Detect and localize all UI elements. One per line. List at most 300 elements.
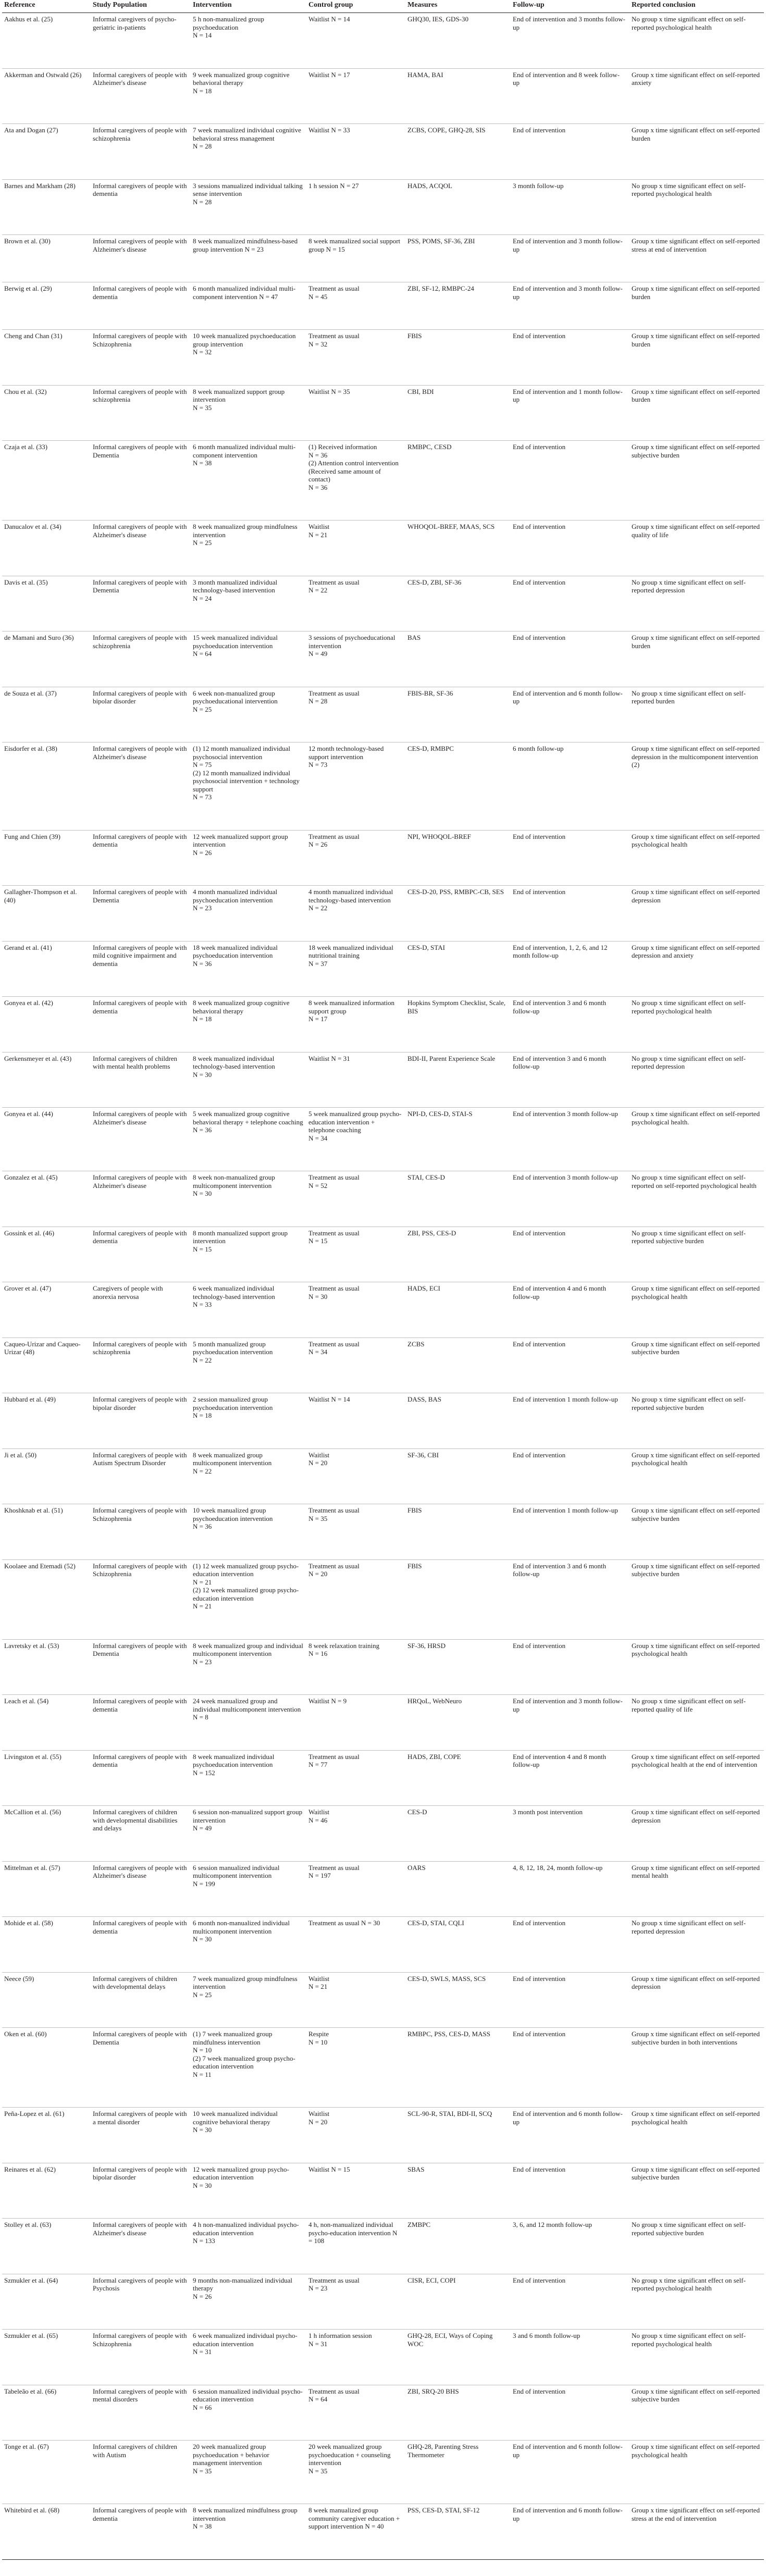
intervention-line: N = 30 [193, 2126, 212, 2134]
cell-follow-up: End of intervention 4 and 6 month follow-up [511, 1282, 629, 1338]
cell-follow-up: End of intervention [511, 1448, 629, 1504]
cell-reported-conclusion: Group x time significant effect on self-reported subjective burden [629, 1559, 764, 1639]
table-row [2, 1917, 764, 1973]
cell-intervention [191, 1504, 306, 1560]
table-row [2, 441, 764, 521]
cell-measures: SF-36, CBI [405, 1448, 511, 1504]
intervention-line: 6 week manualized individual technology-based intervention [193, 1284, 275, 1301]
reference-citation-link[interactable]: (64) [46, 2276, 58, 2284]
reference-citation-link[interactable]: (65) [46, 2332, 58, 2339]
cell-measures: BAS [405, 631, 511, 687]
reference-citation-link[interactable]: (52) [64, 1562, 76, 1570]
intervention-line: N = 30 [193, 1190, 212, 1197]
cell-reported-conclusion: Group x time significant effect on self-reported psychological health [629, 2441, 764, 2504]
intervention-line: N = 31 [193, 2348, 212, 2356]
reference-citation-link[interactable]: (44) [42, 1110, 53, 1118]
cell-follow-up: End of intervention 3 and 6 month follow-up [511, 997, 629, 1052]
control-line: N = 35 [308, 1514, 328, 1522]
reference-author: Reinares et al. [4, 2165, 45, 2173]
control-line: N = 31 [308, 2339, 328, 2348]
control-line: N = 10 [308, 2038, 328, 2046]
intervention-line: 8 week manualized individual psychoeducation intervention [193, 1752, 275, 1768]
cell-study-population: Informal caregivers of people with schizophrenia [91, 124, 191, 180]
cell-control-group [306, 941, 405, 997]
reference-citation-link[interactable]: (41) [41, 943, 52, 951]
cell-control-group [306, 1108, 405, 1171]
cell-follow-up: End of intervention and 6 month follow-up [511, 2441, 629, 2504]
reference-citation-link[interactable]: (33) [36, 443, 48, 451]
reference-citation-link[interactable]: (62) [44, 2165, 56, 2173]
cell-control-group [306, 742, 405, 831]
cell-reported-conclusion: Group x time significant effect on self-reported psychological health [629, 1448, 764, 1504]
control-line: (2) Attention control intervention (Received same amount of contact) [308, 459, 399, 483]
reference-citation-link[interactable]: (34) [50, 523, 61, 530]
cell-intervention [191, 1282, 306, 1338]
cell-reference [2, 830, 91, 886]
intervention-line: N = 11 [193, 2070, 212, 2078]
intervention-line: N = 22 [193, 1467, 212, 1475]
table-row [2, 2219, 764, 2274]
cell-control-group [306, 1393, 405, 1449]
intervention-line: 6 session non-manualized support group intervention [193, 1808, 303, 1824]
reference-citation-link[interactable]: (27) [46, 126, 58, 134]
control-line: Waitlist [308, 1808, 330, 1816]
cell-follow-up: End of intervention, 1, 2, 6, and 12 month follow-up [511, 941, 629, 997]
intervention-line: 10 week manualized individual cognitive behavioral therapy [193, 2110, 278, 2126]
reference-citation-link[interactable]: (46) [43, 1229, 55, 1237]
cell-follow-up: End of intervention [511, 1972, 629, 2028]
reference-citation-link[interactable]: (36) [62, 634, 74, 641]
control-line: Waitlist N = 9 [308, 1697, 347, 1705]
reference-citation-link[interactable]: (54) [37, 1697, 49, 1705]
intervention-line: N = 14 [193, 31, 212, 39]
cell-follow-up: End of intervention and 3 month follow-up [511, 282, 629, 330]
cell-follow-up: End of intervention [511, 124, 629, 180]
reference-author: Cheng and Chan [4, 332, 51, 340]
reference-citation-link[interactable]: (55) [50, 1752, 61, 1761]
cell-control-group [306, 2219, 405, 2274]
reference-citation-link[interactable]: (31) [51, 332, 63, 340]
cell-reported-conclusion: Group x time significant effect on self-reported psychological health. [629, 1108, 764, 1171]
cell-reference [2, 13, 91, 69]
intervention-line: N = 18 [193, 86, 212, 95]
control-line: N = 46 [308, 1816, 328, 1824]
intervention-line: N = 133 [193, 2237, 215, 2245]
reference-citation-link[interactable]: (66) [45, 2387, 57, 2395]
reference-citation-link[interactable]: (57) [48, 1863, 60, 1872]
reference-citation-link[interactable]: (49) [44, 1395, 56, 1403]
control-line: N = 35 [308, 2467, 328, 2475]
control-line: N = 52 [308, 1181, 328, 1190]
reference-citation-link[interactable]: (38) [46, 745, 57, 752]
intervention-line: 8 week manualized group and individual multicomponent intervention [193, 1641, 303, 1657]
cell-reported-conclusion: No group x time significant effect on self-reported subjective burden [629, 1393, 764, 1449]
reference-citation-link[interactable]: (67) [38, 2443, 49, 2450]
cell-reference [2, 1337, 91, 1393]
intervention-line: 8 week manualized individual technology-based intervention [193, 1054, 275, 1070]
cell-measures: RMBPC, PSS, CES-D, MASS [405, 2028, 511, 2108]
cell-measures: NPI-D, CES-D, STAI-S [405, 1108, 511, 1171]
reference-citation-link[interactable]: (50) [25, 1451, 37, 1459]
control-line: Treatment as usual [308, 1752, 360, 1761]
control-line: N = 20 [308, 1570, 328, 1578]
control-line: N = 73 [308, 761, 328, 769]
intervention-line: N = 23 [193, 1657, 212, 1666]
intervention-line: 5 week manualized group cognitive behavioral therapy + telephone coaching [193, 1110, 303, 1126]
intervention-line: N = 36 [193, 1522, 212, 1530]
reference-author: Lavretsky et al. [4, 1641, 48, 1650]
control-line: N = 77 [308, 1761, 328, 1768]
reference-citation-link[interactable]: (58) [42, 1919, 53, 1927]
control-line: Treatment as usual [308, 332, 360, 340]
control-line: N = 23 [308, 2284, 328, 2292]
cell-reported-conclusion: Group x time significant effect on self-reported subjective burden [629, 2163, 764, 2219]
reference-author: Eisdorfer et al. [4, 745, 46, 752]
intervention-line: 6 session manualized individual multicomponent intervention [193, 1863, 280, 1879]
cell-intervention [191, 1972, 306, 2028]
reference-citation-link[interactable]: (28) [64, 181, 76, 190]
cell-measures: FBIS-BR, SF-36 [405, 687, 511, 742]
intervention-line: N = 36 [193, 959, 212, 968]
reference-citation-link[interactable]: (51) [51, 1506, 63, 1514]
cell-reference [2, 742, 91, 831]
cell-control-group [306, 2108, 405, 2163]
table-row [2, 1052, 764, 1108]
cell-intervention [191, 941, 306, 997]
cell-study-population: Informal caregivers of children with developmental delays [91, 1972, 191, 2028]
reference-citation-link[interactable]: (42) [42, 999, 53, 1007]
table-row [2, 2163, 764, 2219]
reference-author: Mittelman et al. [4, 1863, 49, 1872]
cell-follow-up: End of intervention 4 and 8 month follow-up [511, 1750, 629, 1806]
table-row [2, 2028, 764, 2108]
control-line: Treatment as usual [308, 1340, 360, 1348]
intervention-line: 18 week manualized individual psychoeducation intervention [193, 943, 278, 959]
cell-reference [2, 687, 91, 742]
cell-measures: CES-D, RMBPC [405, 742, 511, 831]
reference-author: de Mamani and Suro [4, 634, 63, 641]
control-line: 8 week relaxation training [308, 1641, 380, 1650]
control-line: N = 20 [308, 2117, 328, 2126]
cell-follow-up: End of intervention 3 month follow-up [511, 1171, 629, 1227]
cell-reference [2, 1108, 91, 1171]
table-row [2, 2504, 764, 2560]
cell-study-population: Informal caregivers of people with Alzheimer's disease [91, 1861, 191, 1917]
reference-author: Chou et al. [4, 387, 35, 395]
cell-reference [2, 886, 91, 942]
intervention-line: N = 18 [193, 1411, 212, 1419]
control-line: Waitlist N = 15 [308, 2165, 350, 2173]
reference-author: Tabeleão et al. [4, 2387, 45, 2395]
intervention-line: N = 38 [193, 2522, 212, 2530]
cell-reported-conclusion: No group x time significant effect on self-reported depression [629, 1917, 764, 1973]
cell-follow-up: End of intervention 3 month follow-up [511, 1108, 629, 1171]
cell-follow-up: End of intervention and 8 week follow-up [511, 68, 629, 124]
cell-intervention [191, 1861, 306, 1917]
table-row [2, 1282, 764, 1338]
intervention-line: 15 week manualized individual psychoeducation intervention [193, 634, 278, 650]
cell-reference [2, 179, 91, 235]
cell-intervention [191, 1448, 306, 1504]
cell-reported-conclusion: No group x time significant effect on self-reported psychological health [629, 2274, 764, 2330]
cell-intervention [191, 687, 306, 742]
reference-author: Gerand et al. [4, 943, 41, 951]
cell-reported-conclusion: Group x time significant effect on self-reported mental health [629, 1861, 764, 1917]
reference-citation-link[interactable]: (47) [40, 1284, 52, 1292]
reference-author: Mohide et al. [4, 1919, 42, 1927]
cell-study-population: Informal caregivers of people with Alzheimer's disease [91, 1171, 191, 1227]
cell-intervention [191, 2504, 306, 2560]
intervention-line: (1) 12 month manualized individual psychosocial intervention [193, 745, 291, 761]
reference-author: de Souza et al. [4, 689, 46, 697]
reference-author: Oken et al. [4, 2030, 35, 2038]
reference-author: Caqueo-Urizar and Caqueo-Urizar [4, 1340, 81, 1356]
table-row [2, 1750, 764, 1806]
cell-study-population: Informal caregivers of children with mental health problems [91, 1052, 191, 1108]
control-line: Treatment as usual [308, 1284, 360, 1292]
cell-reference [2, 68, 91, 124]
reference-author: Koolaee and Etemadi [4, 1562, 65, 1570]
reference-citation-link[interactable]: (43) [60, 1054, 72, 1062]
header-measures: Measures [405, 0, 511, 13]
intervention-line: N = 30 [193, 1070, 212, 1079]
control-line: N = 15 [308, 1237, 328, 1245]
intervention-line: N = 25 [193, 1990, 212, 1999]
cell-reference [2, 2274, 91, 2330]
reference-citation-link[interactable]: (56) [50, 1808, 61, 1816]
reference-citation-link[interactable]: (26) [70, 70, 82, 79]
cell-study-population: Informal caregivers of people with dementia [91, 1695, 191, 1751]
intervention-line: 8 week manualized mindfulness group intervention [193, 2506, 298, 2522]
intervention-line: N = 38 [193, 459, 212, 467]
cell-study-population: Informal caregivers of people with Alzheimer's disease [91, 521, 191, 576]
table-row [2, 521, 764, 576]
control-line: N = 21 [308, 530, 328, 539]
reference-author: Aakhus et al. [4, 15, 42, 23]
cell-reference [2, 1559, 91, 1639]
intervention-line: 6 week manualized individual psycho-education intervention [193, 2332, 298, 2348]
cell-reference [2, 2108, 91, 2163]
cell-intervention [191, 385, 306, 441]
cell-reference [2, 1639, 91, 1695]
cell-control-group [306, 385, 405, 441]
control-line: N = 22 [308, 586, 328, 594]
reference-citation-link[interactable]: (39) [49, 832, 60, 840]
table-header [2, 0, 764, 13]
cell-reported-conclusion: Group x time significant effect on self-reported depression and anxiety [629, 941, 764, 997]
reference-author: Ji et al. [4, 1451, 26, 1459]
table-row [2, 1171, 764, 1227]
cell-intervention [191, 1227, 306, 1282]
intervention-line: (2) 7 week manualized group psycho-education intervention [193, 2054, 295, 2070]
intervention-line: 24 week manualized group and individual multicomponent intervention [193, 1697, 301, 1713]
intervention-line: 8 week manualized support group intervention [193, 387, 285, 403]
cell-follow-up: End of intervention [511, 2028, 629, 2108]
reference-citation-link[interactable]: (37) [45, 689, 57, 697]
cell-measures: ZBI, SRQ-20 BHS [405, 2385, 511, 2441]
cell-measures: GHQ30, IES, GDS-30 [405, 13, 511, 69]
cell-control-group [306, 441, 405, 521]
table-body [2, 13, 764, 2560]
cell-measures: SF-36, HRSD [405, 1639, 511, 1695]
intervention-line: N = 152 [193, 1768, 215, 1777]
reference-citation-link[interactable]: (59) [22, 1974, 34, 1983]
table-row [2, 235, 764, 282]
cell-intervention [191, 1639, 306, 1695]
cell-study-population: Informal caregivers of people with dementia [91, 830, 191, 886]
cell-reference [2, 1393, 91, 1449]
table-row [2, 742, 764, 831]
reference-citation-link[interactable]: (32) [35, 387, 47, 395]
reference-author: Gerkensmeyer et al. [4, 1054, 60, 1062]
table-row [2, 1393, 764, 1449]
reference-citation-link[interactable]: (40) [4, 896, 16, 904]
header-follow-up: Follow-up [511, 0, 629, 13]
intervention-line: 6 month manualized individual multi-component intervention [193, 443, 296, 459]
cell-reported-conclusion: Group x time significant effect on self-reported psychological health [629, 830, 764, 886]
intervention-line: 9 months non-manualized individual therapy [193, 2276, 292, 2292]
cell-measures: ZCBS, COPE, GHQ-28, SIS [405, 124, 511, 180]
cell-study-population: Informal caregivers of people with Alzheimer's disease [91, 68, 191, 124]
cell-follow-up: End of intervention [511, 521, 629, 576]
cell-study-population: Informal caregivers of people with Alzheimer's disease [91, 1108, 191, 1171]
table-row [2, 1559, 764, 1639]
reference-citation-link[interactable]: (25) [41, 15, 53, 23]
cell-reference [2, 282, 91, 330]
reference-citation-link[interactable]: (53) [47, 1641, 59, 1650]
cell-study-population: Informal caregivers of people with dementia [91, 179, 191, 235]
header-control-group: Control group [306, 0, 405, 13]
cell-study-population: Informal caregivers of people with dementia [91, 1227, 191, 1282]
cell-control-group [306, 2330, 405, 2385]
cell-control-group [306, 1806, 405, 1862]
cell-intervention [191, 235, 306, 282]
reference-citation-link[interactable]: (30) [39, 237, 51, 245]
intervention-line: N = 199 [193, 1879, 215, 1888]
reference-author: Szmukler et al. [4, 2332, 47, 2339]
cell-control-group [306, 13, 405, 69]
cell-reported-conclusion: Group x time significant effect on self-reported psychological health [629, 2108, 764, 2163]
cell-measures: PSS, CES-D, STAI, SF-12 [405, 2504, 511, 2560]
cell-measures: PSS, POMS, SF-36, ZBI [405, 235, 511, 282]
cell-control-group [306, 235, 405, 282]
cell-study-population: Informal caregivers of children with Autism [91, 2441, 191, 2504]
cell-intervention [191, 124, 306, 180]
cell-control-group [306, 1559, 405, 1639]
intervention-line: 9 week manualized group cognitive behavioral therapy [193, 70, 290, 86]
cell-measures: CISR, ECI, COPI [405, 2274, 511, 2330]
intervention-line: N = 32 [193, 348, 212, 356]
reference-citation-link[interactable]: (68) [48, 2506, 60, 2514]
cell-follow-up: End of intervention [511, 2163, 629, 2219]
table-row [2, 385, 764, 441]
cell-reported-conclusion: Group x time significant effect on self-reported burden [629, 385, 764, 441]
cell-follow-up: End of intervention [511, 441, 629, 521]
cell-study-population: Informal caregivers of people with Dementia [91, 1639, 191, 1695]
reference-citation-link[interactable]: (60) [35, 2030, 47, 2038]
cell-reported-conclusion: Group x time significant effect on self-reported depression [629, 886, 764, 942]
reference-author: Khoshknab et al. [4, 1506, 52, 1514]
control-line: 3 sessions of psychoeducational intervention [308, 634, 396, 650]
cell-follow-up: 4, 8, 12, 18, 24, month follow-up [511, 1861, 629, 1917]
cell-control-group [306, 68, 405, 124]
cell-measures: ZMBPC [405, 2219, 511, 2274]
cell-control-group [306, 1917, 405, 1973]
reference-author: Brown et al. [4, 237, 40, 245]
cell-control-group [306, 576, 405, 631]
cell-reported-conclusion: No group x time significant effect on self-reported on self-reported psychological health [629, 1171, 764, 1227]
cell-intervention [191, 1337, 306, 1393]
control-line: Treatment as usual [308, 1562, 360, 1570]
intervention-line: N = 26 [193, 2292, 212, 2300]
intervention-line: (2) 12 month manualized individual psychosocial intervention + technology support [193, 769, 300, 793]
reference-citation-link[interactable]: (61) [53, 2110, 65, 2117]
cell-reported-conclusion: Group x time significant effect on self-reported subjective burden in both interventions [629, 2028, 764, 2108]
cell-reference [2, 2441, 91, 2504]
intervention-line: 12 week manualized group psycho-education intervention [193, 2165, 289, 2181]
reference-citation-link[interactable]: (63) [40, 2221, 52, 2228]
cell-study-population: Informal caregivers of people with schizophrenia [91, 631, 191, 687]
reference-author: Gallagher-Thompson et al. [4, 888, 77, 896]
table-row [2, 2441, 764, 2504]
cell-intervention [191, 2274, 306, 2330]
intervention-line: 8 week manualized group mindfulness intervention [193, 523, 298, 539]
cell-study-population: Informal caregivers of people with schizophrenia [91, 385, 191, 441]
header-study-population: Study Population [91, 0, 191, 13]
cell-measures: HAMA, BAI [405, 68, 511, 124]
cell-reported-conclusion: Group x time significant effect on self-reported quality of life [629, 521, 764, 576]
cell-control-group [306, 2028, 405, 2108]
cell-intervention [191, 2028, 306, 2108]
cell-control-group [306, 521, 405, 576]
cell-reported-conclusion: Group x time significant effect on self-reported subjective burden [629, 2385, 764, 2441]
cell-follow-up: 3 and 6 month follow-up [511, 2330, 629, 2385]
cell-follow-up: End of intervention [511, 830, 629, 886]
cell-intervention [191, 13, 306, 69]
reference-citation-link[interactable]: (45) [46, 1173, 58, 1181]
cell-study-population: Informal caregivers of people with Schizophrenia [91, 330, 191, 386]
reference-author: Stolley et al. [4, 2221, 40, 2228]
reference-author: Gonyea et al. [4, 1110, 42, 1118]
cell-reported-conclusion: No group x time significant effect on self-reported psychological health [629, 997, 764, 1052]
cell-reference [2, 1504, 91, 1560]
cell-intervention [191, 1750, 306, 1806]
reference-citation-link[interactable]: (35) [36, 578, 48, 586]
intervention-line: 7 week manualized group mindfulness intervention [193, 1974, 298, 1990]
intervention-line: 12 week manualized support group intervention [193, 832, 288, 848]
cell-reported-conclusion: Group x time significant effect on self-reported anxiety [629, 68, 764, 124]
reference-citation-link[interactable]: (48) [23, 1348, 35, 1356]
intervention-line: 8 week manualized group multicomponent intervention [193, 1451, 272, 1467]
reference-citation-link[interactable]: (29) [41, 284, 52, 292]
intervention-line: 5 month manualized group psychoeducation intervention [193, 1340, 273, 1356]
cell-measures: STAI, CES-D [405, 1171, 511, 1227]
cell-intervention [191, 1917, 306, 1973]
cell-reported-conclusion: Group x time significant effect on self-reported depression in the multicomponent intervention (2) [629, 742, 764, 831]
control-line: N = 49 [308, 650, 328, 658]
cell-reference [2, 1171, 91, 1227]
cell-reference [2, 1917, 91, 1973]
cell-intervention [191, 631, 306, 687]
intervention-line: 10 week manualized psychoeducation group intervention [193, 332, 296, 348]
cell-reference [2, 2163, 91, 2219]
cell-study-population: Informal caregivers of people with dementia [91, 997, 191, 1052]
table-row [2, 68, 764, 124]
cell-study-population: Informal caregivers of people with mild cognitive impairment and dementia [91, 941, 191, 997]
cell-study-population: Informal caregivers of people with dementia [91, 282, 191, 330]
control-line: Respite [308, 2030, 329, 2038]
cell-study-population: Informal caregivers of people with dementia [91, 1750, 191, 1806]
